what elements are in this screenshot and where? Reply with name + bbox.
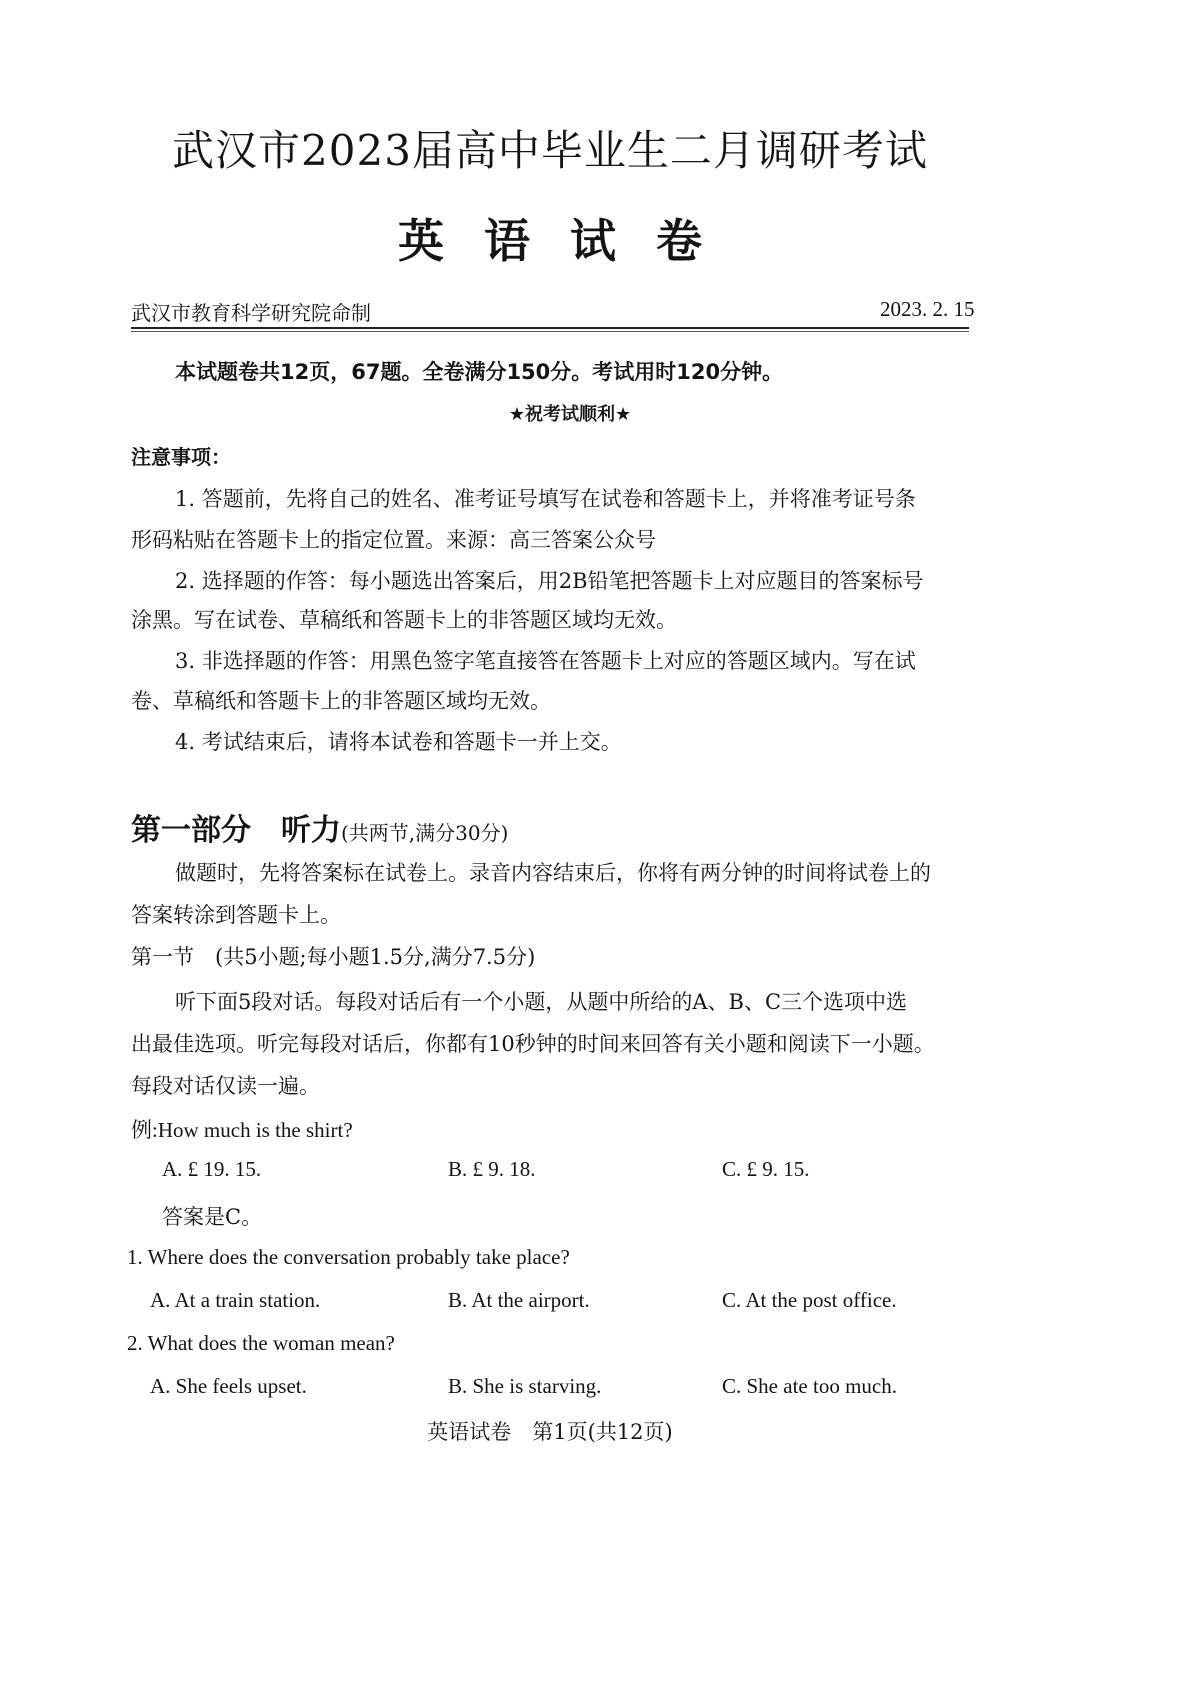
example-option-c: C. £ 9. 15. [722, 1157, 810, 1181]
exam-date: 2023. 2. 15 [880, 297, 975, 321]
part1-title: 第一部分 听力 [131, 813, 341, 848]
section-intro-line: 每段对话仅读一遍。 [131, 1074, 320, 1098]
exam-title: 武汉市2023届高中毕业生二月调研考试 [172, 126, 928, 175]
question-1-option-b: B. At the airport. [448, 1288, 590, 1312]
note-line: 2. 选择题的作答：每小题选出答案后，用2B铅笔把答题卡上对应题目的答案标号 [175, 569, 924, 593]
note-line: 1. 答题前，先将自己的姓名、准考证号填写在试卷和答题卡上，并将准考证号条 [175, 487, 916, 511]
part1-heading [131, 805, 508, 849]
note-line: 形码粘贴在答题卡上的指定位置。来源：高三答案公众号 [131, 528, 656, 552]
note-line: 卷、草稿纸和答题卡上的非答题区域均无效。 [131, 689, 551, 713]
part1-intro-line: 答案转涂到答题卡上。 [131, 903, 341, 927]
section-intro-line: 出最佳选项。听完每段对话后，你都有10秒钟的时间来回答有关小题和阅读下一小题。 [131, 1032, 935, 1056]
question-2-option-c: C. She ate too much. [722, 1374, 897, 1398]
question-1-option-a: A. At a train station. [150, 1288, 321, 1312]
header-divider [131, 327, 969, 329]
section-title: 第一节 (共5小题;每小题1.5分,满分7.5分) [131, 945, 536, 969]
example-question: 例:How much is the shirt? [131, 1118, 353, 1142]
example-option-b: B. £ 9. 18. [448, 1157, 536, 1181]
part1-intro-line: 做题时，先将答案标在试卷上。录音内容结束后，你将有两分钟的时间将试卷上的 [175, 861, 931, 885]
notes-heading: 注意事项： [131, 445, 231, 469]
section-intro-line: 听下面5段对话。每段对话后有一个小题，从题中所给的A、B、C三个选项中选 [175, 990, 908, 1014]
page-footer: 英语试卷 第1页(共12页) [427, 1420, 673, 1444]
example-option-a: A. £ 19. 15. [162, 1157, 262, 1181]
example-answer: 答案是C。 [162, 1205, 263, 1229]
part1-note: (共两节,满分30分) [341, 821, 509, 845]
header-divider-thin [131, 331, 969, 332]
issuer: 武汉市教育科学研究院命制 [131, 301, 371, 325]
good-luck-line: ★祝考试顺利★ [508, 404, 632, 425]
exam-subject: 英语试卷 [398, 214, 742, 268]
question-2: 2. What does the woman mean? [127, 1331, 395, 1355]
note-line: 3. 非选择题的作答：用黑色签字笔直接答在答题卡上对应的答题区域内。写在试 [175, 649, 916, 673]
question-1: 1. Where does the conversation probably take place? [127, 1245, 570, 1269]
question-2-option-b: B. She is starving. [448, 1374, 602, 1398]
note-line: 4. 考试结束后，请将本试卷和答题卡一并上交。 [175, 730, 622, 754]
question-2-option-a: A. She feels upset. [150, 1374, 307, 1398]
note-line: 涂黑。写在试卷、草稿纸和答题卡上的非答题区域均无效。 [131, 608, 677, 632]
exam-info: 本试题卷共12页，67题。全卷满分150分。考试用时120分钟。 [175, 360, 784, 384]
question-1-option-c: C. At the post office. [722, 1288, 897, 1312]
